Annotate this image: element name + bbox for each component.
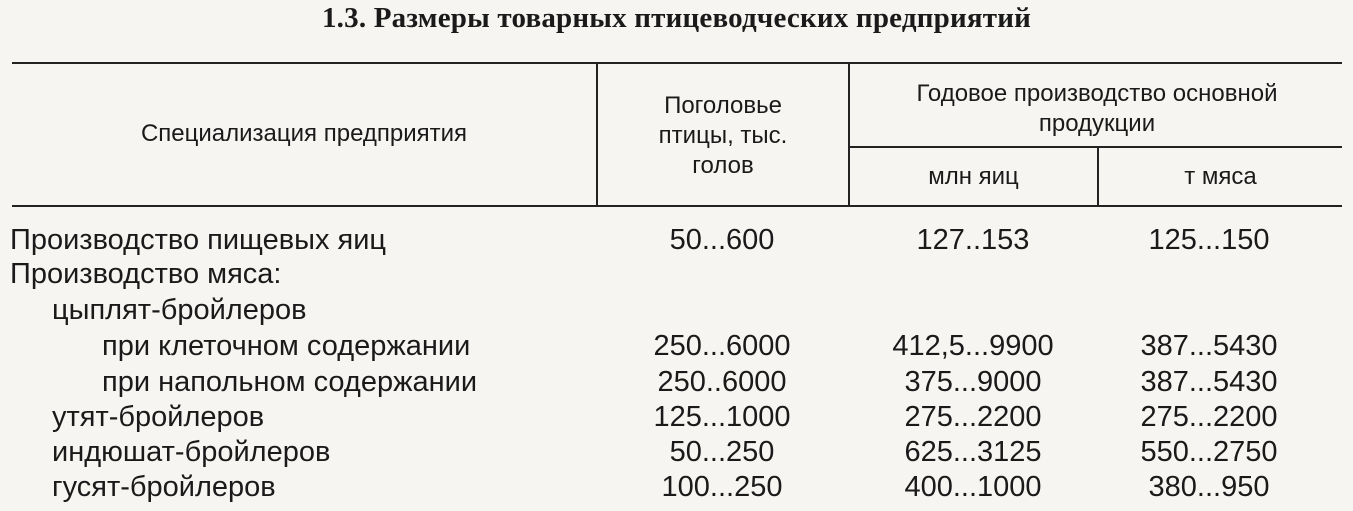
table-row bbox=[0, 292, 1353, 328]
row-label: при клеточном содержании bbox=[102, 330, 471, 362]
row-meat: 387...5430 bbox=[1140, 366, 1278, 398]
row-meat: 387...5430 bbox=[1140, 330, 1278, 362]
header-bottom-rule bbox=[12, 205, 1342, 207]
row-label: утят-бройлеров bbox=[52, 401, 265, 433]
header-annual-production: Годовое производство основной продукции bbox=[916, 80, 1278, 137]
row-livestock: 50...600 bbox=[669, 224, 775, 256]
table-row bbox=[0, 256, 1353, 292]
row-eggs: 375...9000 bbox=[904, 366, 1042, 398]
table-row bbox=[0, 434, 1353, 470]
row-eggs: 625...3125 bbox=[904, 436, 1042, 468]
row-livestock: 100...250 bbox=[661, 471, 783, 503]
header-eggs: млн яиц bbox=[928, 163, 1019, 190]
row-meat: 275...2200 bbox=[1140, 401, 1278, 433]
table-row bbox=[0, 222, 1353, 258]
row-meat: 380...950 bbox=[1148, 471, 1270, 503]
row-label: Производство пищевых яиц bbox=[10, 224, 387, 256]
table-title: 1.3. Размеры товарных птицеводческих предприятий bbox=[321, 2, 1032, 34]
row-meat: 125...150 bbox=[1148, 224, 1270, 256]
row-eggs: 400...1000 bbox=[904, 471, 1042, 503]
header-specialization: Специализация предприятия bbox=[140, 120, 468, 147]
row-label: Производство мяса: bbox=[10, 258, 282, 290]
header-sub-rule bbox=[849, 146, 1342, 148]
table-row bbox=[0, 364, 1353, 400]
table-row bbox=[0, 399, 1353, 435]
header-livestock: Поголовье птицы, тыс. голов bbox=[658, 92, 788, 179]
row-label: цыплят-бройлеров bbox=[52, 294, 307, 326]
table-row bbox=[0, 328, 1353, 364]
row-livestock: 250..6000 bbox=[657, 366, 787, 398]
row-label: индюшат-бройлеров bbox=[52, 436, 331, 468]
row-eggs: 275...2200 bbox=[904, 401, 1042, 433]
row-livestock: 250...6000 bbox=[653, 330, 791, 362]
table-row bbox=[0, 469, 1353, 505]
header-divider-1 bbox=[596, 63, 598, 206]
row-eggs: 127..153 bbox=[916, 224, 1030, 256]
row-label: гусят-бройлеров bbox=[52, 471, 276, 503]
header-meat: т мяса bbox=[1184, 163, 1257, 190]
row-eggs: 412,5...9900 bbox=[892, 330, 1054, 362]
header-top-rule bbox=[12, 62, 1342, 64]
row-meat: 550...2750 bbox=[1140, 436, 1278, 468]
row-livestock: 125...1000 bbox=[653, 401, 791, 433]
row-livestock: 50...250 bbox=[669, 436, 775, 468]
row-label: при напольном содержании bbox=[102, 366, 478, 398]
